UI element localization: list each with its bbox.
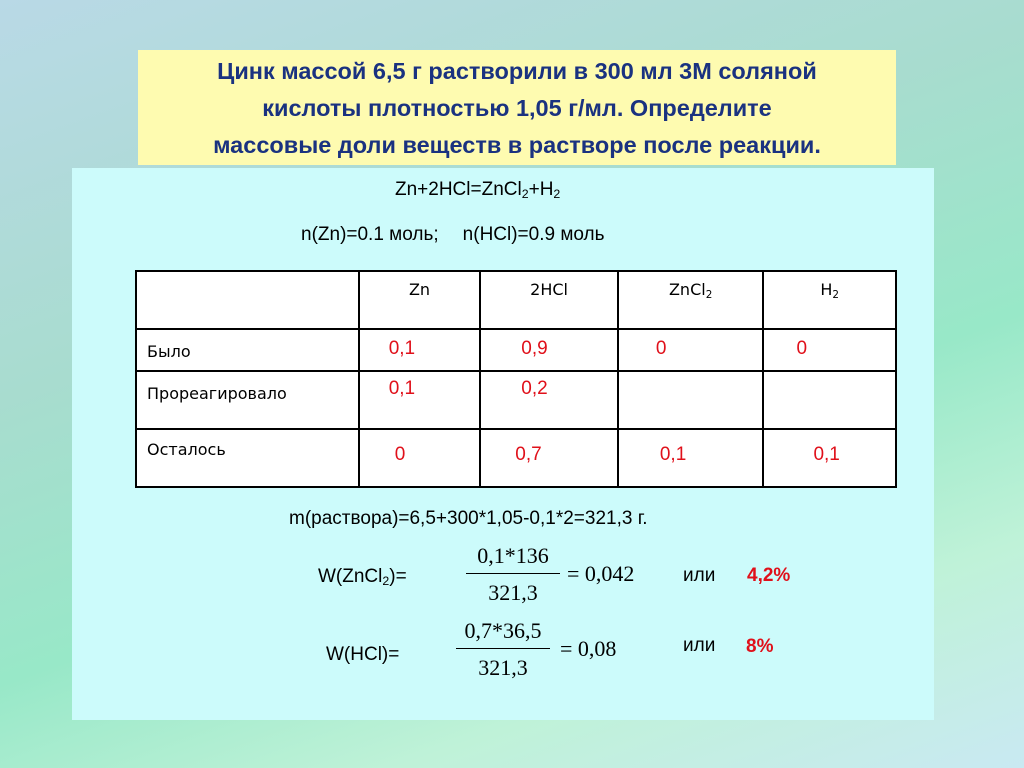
w-hcl-label: W(HCl)= xyxy=(326,644,400,665)
mole-amounts xyxy=(301,224,605,246)
row-label-was: Было xyxy=(136,329,359,371)
table-header-row xyxy=(136,271,896,329)
w-hcl-fraction xyxy=(456,618,550,681)
w-hcl-result: = 0,08 xyxy=(560,636,617,661)
header-zn: Zn xyxy=(359,271,481,329)
problem-line-1: Цинк массой 6,5 г растворили в 300 мл 3М соляной xyxy=(217,58,817,84)
cell-was-h2: 0 xyxy=(763,329,896,371)
row-label-remaining: Осталось xyxy=(136,429,359,487)
w-hcl-percent: 8% xyxy=(746,636,774,657)
problem-line-2: кислоты плотностью 1,05 г/мл. Определите xyxy=(262,95,772,121)
table-row xyxy=(136,429,896,487)
header-zncl2: ZnCl$_2$ xyxy=(618,271,764,329)
w-zncl2-denominator: 321,3 xyxy=(488,580,538,605)
w-zncl2-fraction xyxy=(466,543,560,606)
w-zncl2-or: или xyxy=(683,565,716,586)
reaction-equation: $Zn+2HCl=ZnCl_2+H_2$ xyxy=(395,179,561,201)
reaction-table xyxy=(135,270,897,488)
w-zncl2-label: W(ZnCl$_2$)= xyxy=(318,566,407,588)
header-hcl: 2HCl xyxy=(480,271,618,329)
cell-remaining-h2: 0,1 xyxy=(763,429,896,487)
fraction-bar xyxy=(456,648,550,649)
w-hcl-denominator: 321,3 xyxy=(478,655,528,680)
header-h2: $H_2$ xyxy=(763,271,896,329)
problem-statement xyxy=(138,50,896,165)
cell-reacted-hcl: 0,2 xyxy=(480,371,618,429)
cell-remaining-zncl2: 0,1 xyxy=(618,429,764,487)
cell-reacted-zn: 0,1 xyxy=(359,371,481,429)
cell-reacted-zncl2 xyxy=(618,371,764,429)
cell-reacted-h2 xyxy=(763,371,896,429)
cell-was-zn: 0,1 xyxy=(359,329,481,371)
table-corner-cell xyxy=(136,271,359,329)
cell-remaining-hcl: 0,7 xyxy=(480,429,618,487)
fraction-bar xyxy=(466,573,560,574)
w-zncl2-percent: 4,2% xyxy=(747,565,791,586)
problem-line-3: массовые доли веществ в растворе после реакции. xyxy=(213,132,821,158)
row-label-reacted: Прореагировало xyxy=(136,371,359,429)
w-hcl-numerator: 0,7*36,5 xyxy=(464,618,542,643)
cell-was-hcl: 0,9 xyxy=(480,329,618,371)
solution-mass: m(раствора)=6,5+300*1,05-0,1*2=321,3 г. xyxy=(289,508,648,529)
cell-remaining-zn: 0 xyxy=(359,429,481,487)
hcl-amount: n(HCl)=0.9 моль xyxy=(462,224,605,245)
table-row xyxy=(136,329,896,371)
cell-was-zncl2: 0 xyxy=(618,329,764,371)
w-zncl2-result: = 0,042 xyxy=(567,561,635,586)
table-row xyxy=(136,371,896,429)
w-zncl2-numerator: 0,1*136 xyxy=(477,543,549,568)
zn-amount: n(Zn)=0.1 моль; xyxy=(301,224,439,245)
w-hcl-or: или xyxy=(683,635,716,656)
